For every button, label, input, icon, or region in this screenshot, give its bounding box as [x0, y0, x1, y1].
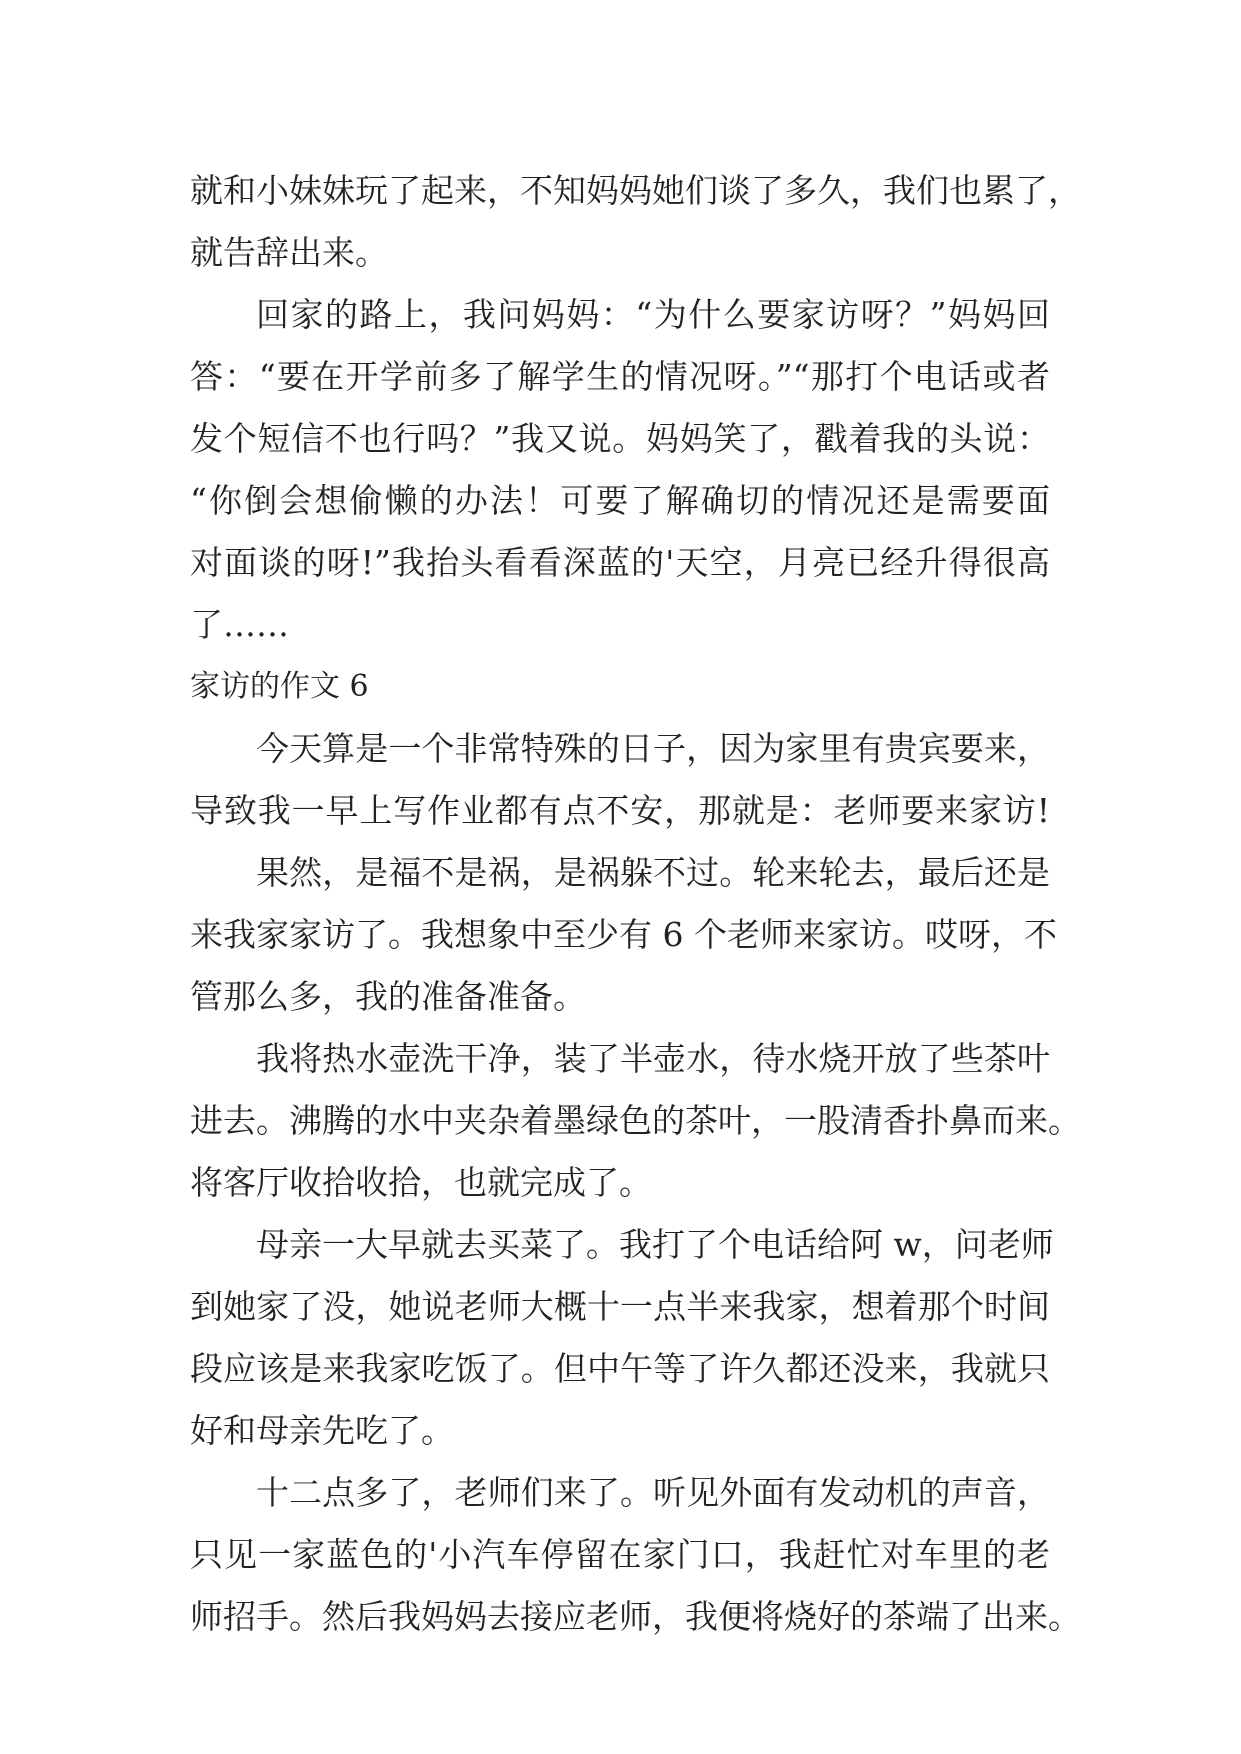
text-line: 好和母亲先吃了。	[190, 1411, 454, 1450]
text-line: 我将热水壶洗干净，装了半壶水，待水烧开放了些茶叶	[256, 1039, 1050, 1078]
text-line: 就告辞出来。	[190, 233, 388, 272]
text-line: 将客厅收拾收拾，也就完成了。	[190, 1163, 652, 1202]
text-line: 十二点多了，老师们来了。听见外面有发动机的声音，	[256, 1473, 1050, 1512]
text-line: “你倒会想偷懒的办法！可要了解确切的情况还是需要面	[190, 481, 1050, 520]
text-line: 果然，是福不是祸，是祸躲不过。轮来轮去，最后还是	[256, 853, 1050, 892]
section-heading: 家访的作文 6	[190, 669, 369, 704]
text-line: 到她家了没，她说老师大概十一点半来我家，想着那个时间	[190, 1287, 1050, 1326]
text-line: 来我家家访了。我想象中至少有 6 个老师来家访。哎呀，不	[190, 915, 1057, 954]
text-line: 今天算是一个非常特殊的日子，因为家里有贵宾要来，	[256, 729, 1050, 768]
text-line: 导致我一早上写作业都有点不安，那就是：老师要来家访!	[190, 791, 1050, 830]
paragraph	[190, 842, 1057, 1028]
text-line: 对面谈的呀!”我抬头看看深蓝的'天空，月亮已经升得很高	[190, 543, 1050, 582]
text-line: 就和小妹妹玩了起来，不知妈妈她们谈了多久，我们也累了，	[190, 171, 1081, 210]
text-line: 师招手。然后我妈妈去接应老师，我便将烧好的茶端了出来。	[190, 1597, 1081, 1636]
text-line: 母亲一大早就去买菜了。我打了个电话给阿 w，问老师	[256, 1225, 1054, 1264]
text-line: 回家的路上，我问妈妈：“为什么要家访呀？”妈妈回	[256, 295, 1050, 334]
paragraph	[190, 1462, 1081, 1648]
text-line: 只见一家蓝色的'小汽车停留在家门口，我赶忙对车里的老	[190, 1535, 1050, 1574]
paragraph	[190, 1214, 1054, 1462]
text-line: 进去。沸腾的水中夹杂着墨绿色的茶叶，一股清香扑鼻而来。	[190, 1101, 1081, 1140]
paragraph	[190, 718, 1050, 842]
text-line: 答：“要在开学前多了解学生的情况呀。”“那打个电话或者	[190, 357, 1050, 396]
paragraph	[190, 1028, 1081, 1214]
document-body	[190, 160, 1081, 1648]
text-line: 段应该是来我家吃饭了。但中午等了许久都还没来，我就只	[190, 1349, 1050, 1388]
paragraph	[190, 284, 1050, 656]
text-line: 发个短信不也行吗？”我又说。妈妈笑了，戳着我的头说：	[190, 419, 1050, 458]
paragraph	[190, 160, 1081, 284]
text-line: 了……	[190, 605, 289, 644]
text-line: 管那么多，我的准备准备。	[190, 977, 586, 1016]
